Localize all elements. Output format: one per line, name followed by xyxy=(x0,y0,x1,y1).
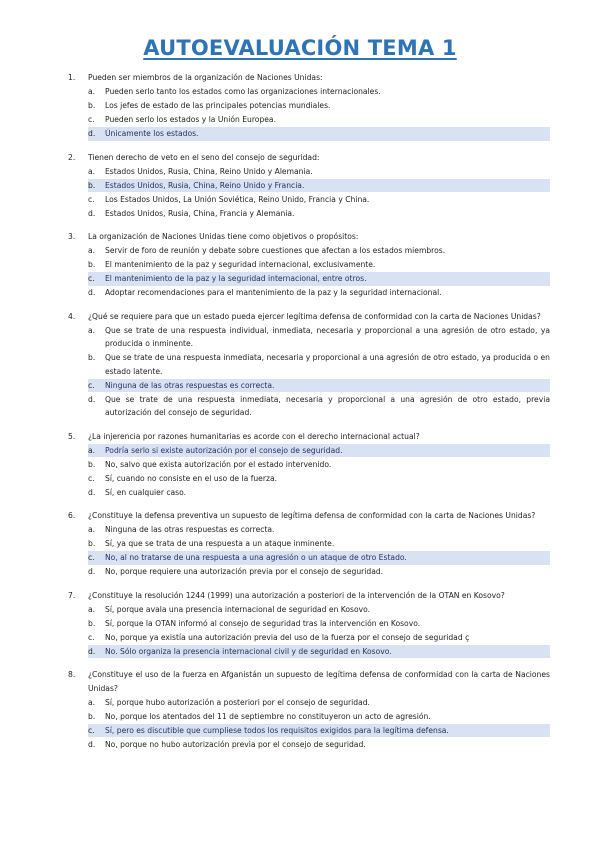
option-item xyxy=(88,565,550,579)
option-item xyxy=(88,710,550,724)
option-item xyxy=(88,113,550,127)
question-item xyxy=(68,430,550,500)
question-line xyxy=(68,589,550,603)
question-number: 7. xyxy=(68,590,76,600)
option-text: Únicamente los estados. xyxy=(105,129,199,138)
question-text: La organización de Naciones Unidas tiene como objetivos o propósitos: xyxy=(88,232,359,241)
option-item xyxy=(88,738,550,752)
option-letter: c. xyxy=(88,194,95,204)
option-text: No, porque los atentados del 11 de septiembre no constituyeron un acto de agresión. xyxy=(105,711,431,721)
option-item xyxy=(88,207,550,221)
option-item xyxy=(88,193,550,207)
option-letter: a. xyxy=(88,525,96,534)
option-text: Los jefes de estado de las principales potencias mundiales. xyxy=(105,101,331,110)
option-text: Estados Unidos, Rusia, China, Francia y Alemania. xyxy=(105,208,295,218)
option-letter: d. xyxy=(88,394,96,404)
option-item-highlighted xyxy=(88,444,550,458)
option-text: Que se trate de una respuesta inmediata, necesaria y proporcional a una agresión de otro estado, ya producida o en estado latente. xyxy=(105,353,550,376)
option-text: No, salvo que exista autorización por el estado intervenido. xyxy=(105,459,332,469)
question-item xyxy=(68,310,550,420)
option-letter: d. xyxy=(88,646,96,656)
option-list xyxy=(88,696,550,752)
option-item xyxy=(88,165,550,179)
option-list xyxy=(88,165,550,221)
question-text: ¿Constituye la defensa preventiva un supuesto de legítima defensa de conformidad con la carta de Naciones Unidas? xyxy=(88,511,536,520)
option-text: Sí, porque avala una presencia internacional de seguridad en Kosovo. xyxy=(105,604,371,614)
question-text: ¿Constituye el uso de la fuerza en Afganistán un supuesto de legítima defensa de conformidad con la carta de Naciones Unidas? xyxy=(88,670,550,693)
option-letter: a. xyxy=(88,697,96,707)
question-line xyxy=(68,310,550,324)
question-line xyxy=(68,71,550,85)
option-text: Estados Unidos, Rusia, China, Reino Unido y Francia. xyxy=(105,180,305,190)
question-text: Pueden ser miembros de la organización de Naciones Unidas: xyxy=(88,73,323,82)
option-item xyxy=(88,393,550,420)
option-letter: a. xyxy=(88,87,96,96)
option-item-highlighted xyxy=(88,127,550,141)
option-letter: c. xyxy=(88,632,95,642)
option-letter: b. xyxy=(88,711,96,721)
option-text: Sí, pero es discutible que cumpliese todos los requisitos exigidos para la legítima defensa. xyxy=(105,725,449,735)
question-line xyxy=(68,668,550,695)
option-letter: b. xyxy=(88,353,96,362)
option-item xyxy=(88,617,550,631)
question-number: 6. xyxy=(68,511,76,520)
option-item xyxy=(88,351,550,378)
question-number: 8. xyxy=(68,670,76,679)
option-text: El mantenimiento de la paz y la seguridad internacional, entre otros. xyxy=(105,274,367,283)
option-text: Los Estados Unidos, La Unión Soviética, Reino Unido, Francia y China. xyxy=(105,194,370,204)
option-list xyxy=(88,523,550,579)
option-item xyxy=(88,324,550,351)
option-text: Estados Unidos, Rusia, China, Reino Unido y Alemania. xyxy=(105,166,313,176)
question-item xyxy=(68,230,550,300)
option-letter: c. xyxy=(88,473,95,483)
question-item xyxy=(68,151,550,221)
option-item xyxy=(88,85,550,99)
option-text: No, porque no hubo autorización previa por el consejo de seguridad. xyxy=(105,739,366,749)
option-text: Sí, cuando no consiste en el uso de la fuerza. xyxy=(105,473,278,483)
option-text: Pueden serlo los estados y la Unión Europea. xyxy=(105,115,277,124)
option-list xyxy=(88,324,550,420)
option-list xyxy=(88,603,550,659)
question-text: ¿La injerencia por razones humanitarias es acorde con el derecho internacional actual? xyxy=(88,431,420,441)
question-line xyxy=(68,430,550,444)
option-text: Podría serlo si existe autorización por el consejo de seguridad. xyxy=(105,445,343,455)
question-text: ¿Qué se requiere para que un estado pueda ejercer legítima defensa de conformidad con la carta de Naciones Unidas? xyxy=(88,311,541,321)
question-text: Tienen derecho de veto en el seno del consejo de seguridad: xyxy=(88,152,320,162)
option-letter: c. xyxy=(88,553,95,562)
option-item xyxy=(88,631,550,645)
option-letter: d. xyxy=(88,487,96,497)
option-letter: c. xyxy=(88,725,95,735)
question-line xyxy=(68,509,550,523)
option-letter: d. xyxy=(88,739,96,749)
option-text: Adoptar recomendaciones para el mantenimiento de la paz y la seguridad internacional. xyxy=(105,288,442,297)
option-letter: c. xyxy=(88,115,95,124)
option-item-highlighted xyxy=(88,551,550,565)
option-text: No, porque ya existía una autorización previa del uso de la fuerza por el consejo de seguridad ç xyxy=(105,632,470,642)
option-item xyxy=(88,696,550,710)
option-letter: b. xyxy=(88,459,96,469)
option-text: Que se trate de una respuesta individual, inmediata, necesaria y proporcional a una agresión de otro estado, ya producida o inminente. xyxy=(105,325,550,348)
option-item xyxy=(88,458,550,472)
option-item xyxy=(88,286,550,300)
option-letter: c. xyxy=(88,380,95,390)
option-letter: a. xyxy=(88,445,96,455)
option-item-highlighted xyxy=(88,179,550,193)
question-item xyxy=(68,668,550,751)
option-list xyxy=(88,444,550,500)
option-letter: d. xyxy=(88,129,96,138)
option-text: Sí, en cualquier caso. xyxy=(105,487,187,497)
option-item xyxy=(88,99,550,113)
option-letter: b. xyxy=(88,618,96,628)
question-item xyxy=(68,71,550,141)
option-text: No. Sólo organiza la presencia internacional civil y de seguridad en Kosovo. xyxy=(105,646,392,656)
option-text: Sí, porque hubo autorización a posteriori por el consejo de seguridad. xyxy=(105,697,370,707)
question-number: 1. xyxy=(68,73,76,82)
question-number: 5. xyxy=(68,431,76,441)
option-item-highlighted xyxy=(88,724,550,738)
option-letter: a. xyxy=(88,604,96,614)
option-text: No, al no tratarse de una respuesta a una agresión o un ataque de otro Estado. xyxy=(105,553,407,562)
option-item xyxy=(88,537,550,551)
question-text: ¿Constituye la resolución 1244 (1999) una autorización a posteriori de la intervención de la OTAN en Kosovo? xyxy=(88,590,505,600)
option-text: Sí, porque la OTAN informó al consejo de seguridad tras la intervención en Kosovo. xyxy=(105,618,421,628)
option-list xyxy=(88,85,550,141)
option-text: Pueden serlo tanto los estados como las organizaciones internacionales. xyxy=(105,87,381,96)
option-list xyxy=(88,244,550,300)
question-number: 3. xyxy=(68,232,76,241)
option-letter: d. xyxy=(88,567,96,576)
page-title: AUTOEVALUACIÓN TEMA 1 xyxy=(143,36,457,60)
option-text: Servir de foro de reunión y debate sobre cuestiones que afectan a los estados miembros. xyxy=(105,246,446,255)
option-text: Ninguna de las otras respuestas es correcta. xyxy=(105,380,275,390)
option-item-highlighted xyxy=(88,645,550,659)
option-letter: b. xyxy=(88,180,96,190)
option-item xyxy=(88,258,550,272)
option-text: El mantenimiento de la paz y seguridad internacional, exclusivamente. xyxy=(105,260,376,269)
option-letter: b. xyxy=(88,101,96,110)
option-letter: a. xyxy=(88,325,96,335)
question-line xyxy=(68,151,550,165)
option-letter: c. xyxy=(88,274,95,283)
option-item-highlighted xyxy=(88,379,550,393)
option-item xyxy=(88,486,550,500)
question-number: 4. xyxy=(68,311,76,321)
option-item xyxy=(88,603,550,617)
option-letter: b. xyxy=(88,539,96,548)
option-item xyxy=(88,523,550,537)
option-letter: b. xyxy=(88,260,96,269)
option-item-highlighted xyxy=(88,272,550,286)
question-line xyxy=(68,230,550,244)
option-letter: d. xyxy=(88,208,96,218)
option-item xyxy=(88,244,550,258)
option-text: Que se trate de una respuesta inmediata, necesaria y proporcional a una agresión de otro estado, previa autorización del consejo de seguridad. xyxy=(105,394,550,417)
question-item xyxy=(68,509,550,579)
option-item xyxy=(88,472,550,486)
option-text: Sí, ya que se trata de una respuesta a un ataque inminente. xyxy=(105,539,335,548)
option-letter: a. xyxy=(88,166,96,176)
question-item xyxy=(68,589,550,659)
question-number: 2. xyxy=(68,152,76,162)
question-list xyxy=(68,71,550,761)
option-letter: d. xyxy=(88,288,96,297)
option-letter: a. xyxy=(88,246,96,255)
option-text: No, porque requiere una autorización previa por el consejo de seguridad. xyxy=(105,567,384,576)
option-text: Ninguna de las otras respuestas es correcta. xyxy=(105,525,275,534)
